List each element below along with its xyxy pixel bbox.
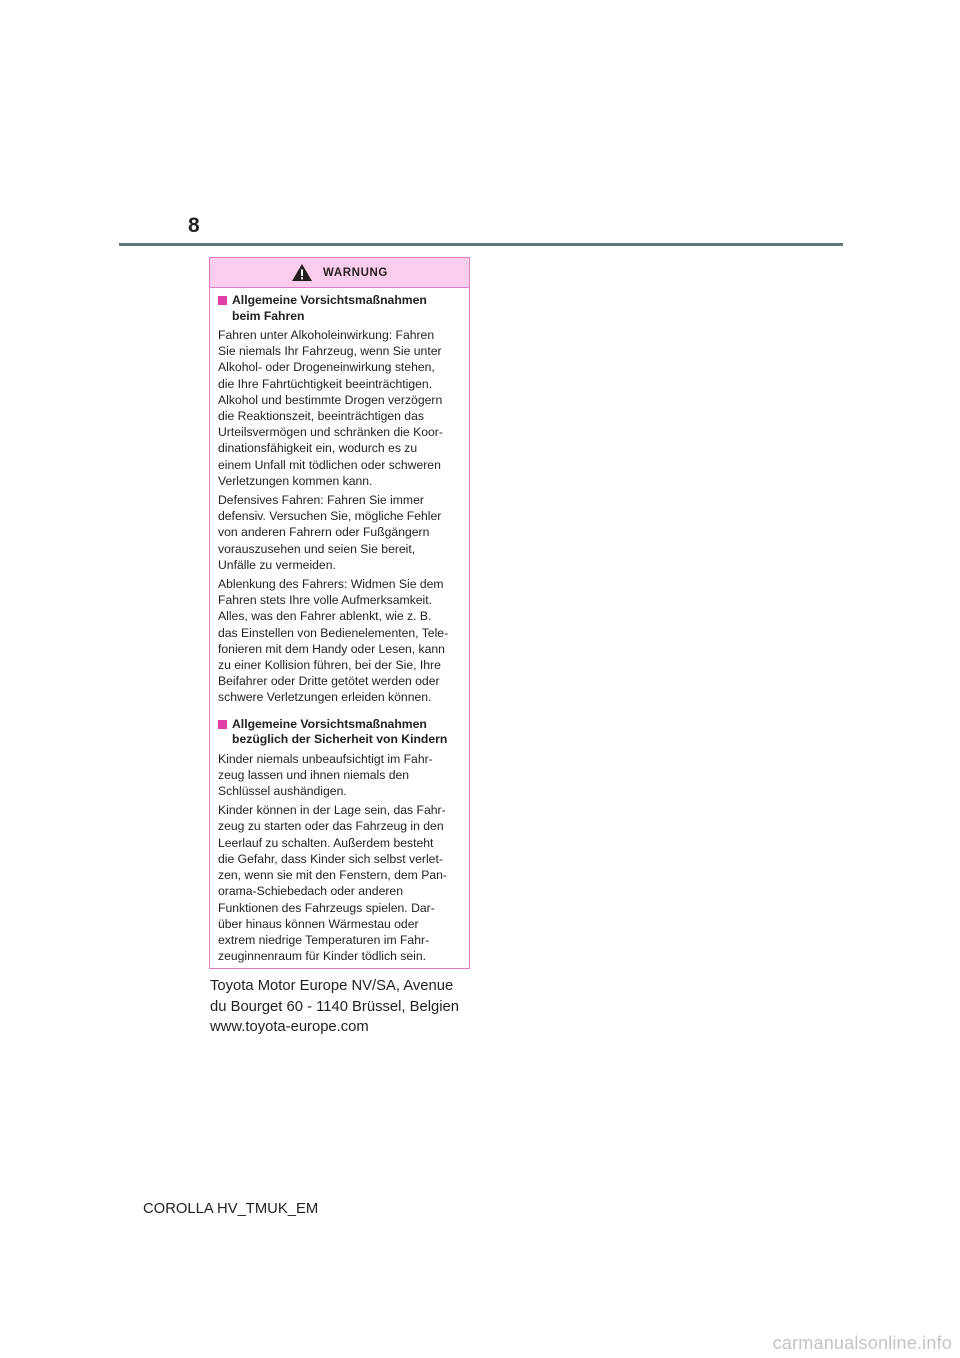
warning-box [209, 257, 470, 969]
header-rule [119, 243, 843, 246]
paragraph: Ablenkung des Fahrers: Widmen Sie dem Fahren stets Ihre volle Aufmerksamkeit. Alles, was den Fahrer ablenkt, wie z. B. das Einstellen von Bedienelementen, Tele- fonieren mit dem Handy oder Lesen, kann zu einer Kollision führen, bei der Sie, Ihre Beifahrer oder Dritte getötet werden oder schwere Verletzungen erleiden können. [218, 577, 449, 705]
page-number: 8 [188, 214, 200, 237]
section-heading-text: Allgemeine Vorsichtsmaßnahmen bezüglich der Sicherheit von Kindern [232, 716, 448, 747]
section-heading [218, 293, 461, 324]
warning-title: WARNUNG [323, 266, 388, 279]
footer-manual-id: COROLLA HV_TMUK_EM [143, 1201, 319, 1217]
paragraph: Defensives Fahren: Fahren Sie immer defensiv. Versuchen Sie, mögliche Fehler von anderen Fahrern oder Fußgängern vorauszusehen und seien Sie bereit, Unfälle zu vermeiden. [218, 493, 442, 572]
section-heading-text: Allgemeine Vorsichtsmaßnahmen beim Fahren [232, 293, 427, 323]
paragraph: Kinder können in der Lage sein, das Fahr- zeug zu starten oder das Fahrzeug in den Leerlauf zu schalten. Außerdem besteht die Gefahr, dass Kinder sich selbst verlet- zen, wenn sie mit den Fenstern, dem Pan- orama-Schiebedach oder anderen Funktionen des Fahrzeugs spielen. Dar- über hinaus können Wärmestau oder extrem niedrige Temperaturen im Fahr- zeuginnenraum für Kinder tödlich sein. [218, 803, 447, 964]
warning-body [210, 288, 469, 964]
warning-triangle-icon [291, 263, 313, 282]
publisher-info: Toyota Motor Europe NV/SA, Avenue du Bourget 60 - 1140 Brüssel, Belgien www.toyota-europe.com [210, 978, 459, 1035]
section-heading [218, 717, 461, 748]
paragraph: Kinder niemals unbeaufsichtigt im Fahr- zeug lassen und ihnen niemals den Schlüssel aushändigen. [218, 751, 433, 799]
paragraph: Fahren unter Alkoholeinwirkung: Fahren Sie niemals Ihr Fahrzeug, wenn Sie unter Alkohol- oder Drogeneinwirkung stehen, die Ihre Fahrtüchtigkeit beeinträchtigen. Alkohol und bestimmte Drogen verzögern die Reaktionszeit, beeinträchtigen das Urteilsvermögen und schränken die Koor- dinationsfähigkeit ein, wodurch es zu einem Unfall mit tödlichen oder schweren Verletzungen kommen kann. [218, 328, 443, 488]
watermark: carmanualsonline.info [772, 1333, 952, 1353]
square-bullet-icon [218, 296, 227, 305]
square-bullet-icon [218, 720, 227, 729]
warning-header [210, 258, 469, 288]
